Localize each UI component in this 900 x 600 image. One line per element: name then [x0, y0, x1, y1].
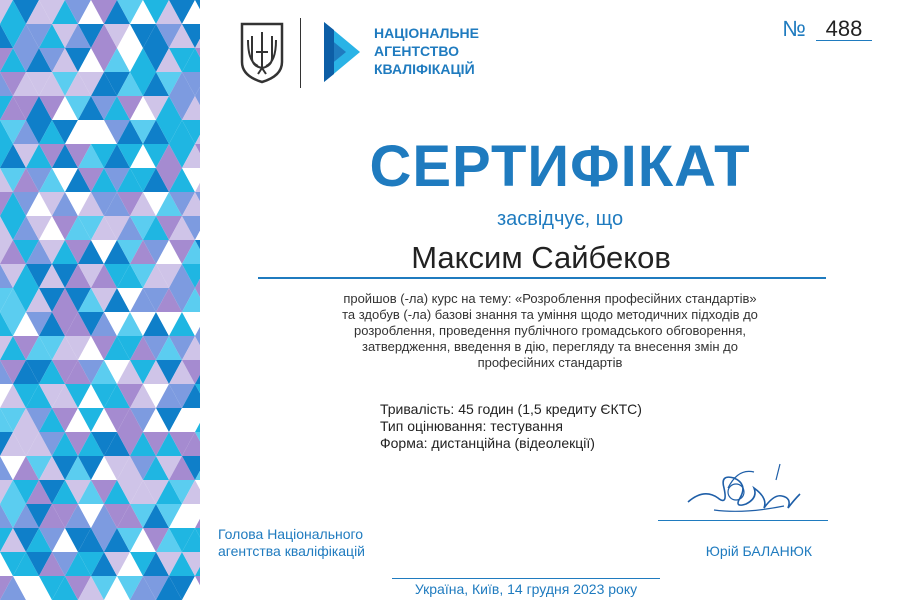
coat-of-arms-icon	[238, 22, 286, 84]
number-value: 488	[816, 18, 872, 41]
decorative-triangle-pattern	[0, 0, 200, 600]
agency-logo-icon	[322, 20, 362, 84]
recipient-underline	[258, 277, 826, 279]
description-line: професійних стандартів	[477, 355, 623, 370]
triangle-pattern-graphic	[0, 0, 200, 600]
signer-name: Юрій БАЛАНЮК	[705, 543, 812, 559]
course-description	[300, 291, 800, 371]
duration-text: Тривалість: 45 годин (1,5 кредиту ЄКТС)	[380, 401, 642, 417]
certificate-title: СЕРТИФІКАТ	[369, 134, 751, 199]
signature-block	[658, 458, 828, 524]
course-details	[380, 401, 642, 452]
description-line: затвердження, введення в дію, перегляду та внесення змін до	[362, 339, 738, 354]
place-and-date: Україна, Київ, 14 грудня 2023 року	[392, 578, 660, 599]
agency-name-line-2: АГЕНТСТВО	[374, 43, 460, 59]
form-text: Форма: дистанційна (відеолекції)	[380, 435, 595, 451]
certificate-body	[200, 0, 900, 600]
header-divider	[300, 18, 301, 88]
description-line: розроблення, проведення публічного громадського обговорення,	[354, 323, 746, 338]
certificate-subtitle: засвідчує, що	[496, 208, 624, 230]
description-line: пройшов (-ла) курс на тему: «Розроблення професійних стандартів»	[343, 291, 757, 306]
description-line: та здобув (-ла) базові знання та уміння щодо методичних підходів до	[342, 307, 758, 322]
certificate-number	[782, 16, 872, 42]
position-line-1: Голова Національного	[218, 526, 364, 542]
position-line-2: агентства кваліфікацій	[218, 543, 365, 559]
agency-name-line-3: КВАЛІФІКАЦІЙ	[374, 61, 475, 77]
handwritten-signature	[684, 458, 804, 520]
signature-line	[658, 520, 828, 521]
number-sign: №	[782, 16, 806, 41]
signer-position	[218, 526, 365, 560]
assessment-text: Тип оцінювання: тестування	[380, 418, 563, 434]
recipient-name: Максим Сайбеков	[411, 240, 671, 275]
agency-name	[374, 24, 534, 78]
agency-name-line-1: НАЦІОНАЛЬНЕ	[374, 25, 479, 41]
